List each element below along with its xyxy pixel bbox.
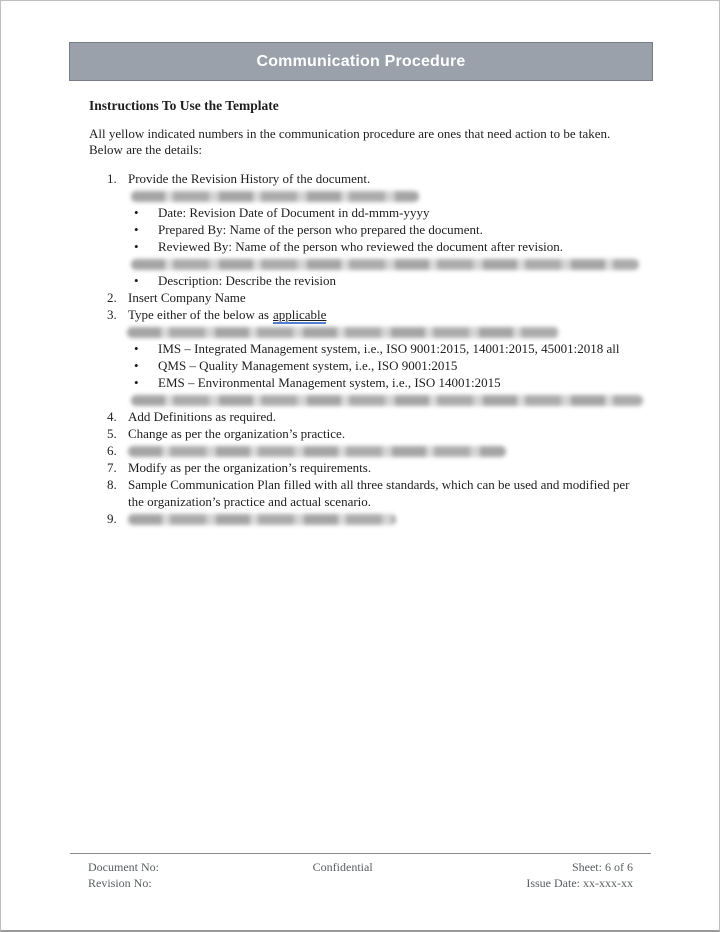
list-item — [89, 238, 641, 255]
section-heading: Instructions To Use the Template — [89, 98, 279, 113]
bullet-marker: • — [134, 239, 139, 254]
list-marker: 6. — [107, 443, 117, 458]
list-marker: 4. — [107, 409, 117, 424]
list-item-text: Description: Describe the revision — [158, 273, 336, 288]
list-marker: 5. — [107, 426, 117, 441]
list-item-text: Modify as per the organization’s requirements. — [128, 460, 372, 475]
bullet-marker: • — [134, 273, 139, 288]
list-marker: 8. — [107, 477, 117, 492]
applicable-link[interactable]: applicable — [272, 307, 327, 322]
bullet-marker: • — [134, 375, 139, 390]
list-item-redacted — [89, 391, 641, 408]
list-item-text: QMS – Quality Management system, i.e., ISO 9001:2015 — [158, 358, 458, 373]
list-item — [89, 204, 641, 221]
list-item-text: Change as per the organization’s practice. — [128, 426, 346, 441]
list-item — [89, 170, 641, 187]
list-item — [89, 476, 641, 510]
list-item-text: Provide the Revision History of the document. — [128, 171, 371, 186]
bullet-marker: • — [134, 222, 139, 237]
list-item — [89, 408, 641, 425]
bullet-marker: • — [134, 205, 139, 220]
redacted-text-bar — [127, 327, 559, 338]
document-body — [89, 98, 641, 527]
list-item-redacted — [89, 187, 641, 204]
list-item — [89, 306, 641, 323]
list-marker: 9. — [107, 511, 117, 526]
redacted-text-bar — [131, 259, 639, 270]
list-item-redacted — [89, 442, 641, 459]
footer-right-block — [526, 859, 633, 891]
sheet-number: Sheet: 6 of 6 — [571, 860, 633, 874]
issue-date: Issue Date: xx-xxx-xx — [526, 876, 633, 890]
list-item — [89, 425, 641, 442]
list-item-text: Reviewed By: Name of the person who reviewed the document after revision. — [158, 239, 564, 254]
document-no-label: Document No: — [88, 860, 159, 874]
list-item — [89, 357, 641, 374]
list-item-text: IMS – Integrated Management system, i.e., ISO 9001:2015, 14001:2015, 45001:2018 all — [158, 341, 620, 356]
list-item-text: EMS – Environmental Management system, i.e., ISO 14001:2015 — [158, 375, 501, 390]
list-item — [89, 340, 641, 357]
page-footer — [70, 853, 651, 891]
list-item-redacted — [89, 323, 641, 340]
confidential-label: Confidential — [312, 860, 373, 874]
footer-left-block — [88, 859, 159, 891]
list-marker: 3. — [107, 307, 117, 322]
revision-no-label: Revision No: — [88, 876, 152, 890]
list-item — [89, 289, 641, 306]
list-item-redacted — [89, 255, 641, 272]
document-title-bar — [69, 42, 653, 81]
redacted-text-bar — [128, 446, 506, 457]
list-item-text: Date: Revision Date of Document in dd-mmm-yyyy — [158, 205, 430, 220]
list-marker: 1. — [107, 171, 117, 186]
list-item-text-prefix: Type either of the below as — [128, 307, 269, 322]
list-item-text: Sample Communication Plan filled with all three standards, which can be used and modified per the organization’s practice and actual scenario. — [128, 477, 630, 509]
bullet-marker: • — [134, 341, 139, 356]
list-item — [89, 272, 641, 289]
list-item-text: Add Definitions as required. — [128, 409, 277, 424]
redacted-text-bar — [131, 191, 419, 202]
document-title: Communication Procedure — [256, 52, 466, 70]
list-item — [89, 221, 641, 238]
list-item — [89, 459, 641, 476]
list-marker: 7. — [107, 460, 117, 475]
redacted-text-bar — [128, 514, 396, 525]
bullet-marker: • — [134, 358, 139, 373]
list-item — [89, 374, 641, 391]
redacted-text-bar — [131, 395, 643, 406]
list-item-text — [128, 306, 641, 323]
intro-paragraph: All yellow indicated numbers in the communication procedure are ones that need action to be taken. Below are the details: — [89, 126, 611, 157]
list-marker: 2. — [107, 290, 117, 305]
list-item-text: Insert Company Name — [128, 290, 246, 305]
list-item-text: Prepared By: Name of the person who prepared the document. — [158, 222, 483, 237]
list-item-redacted — [89, 510, 641, 527]
